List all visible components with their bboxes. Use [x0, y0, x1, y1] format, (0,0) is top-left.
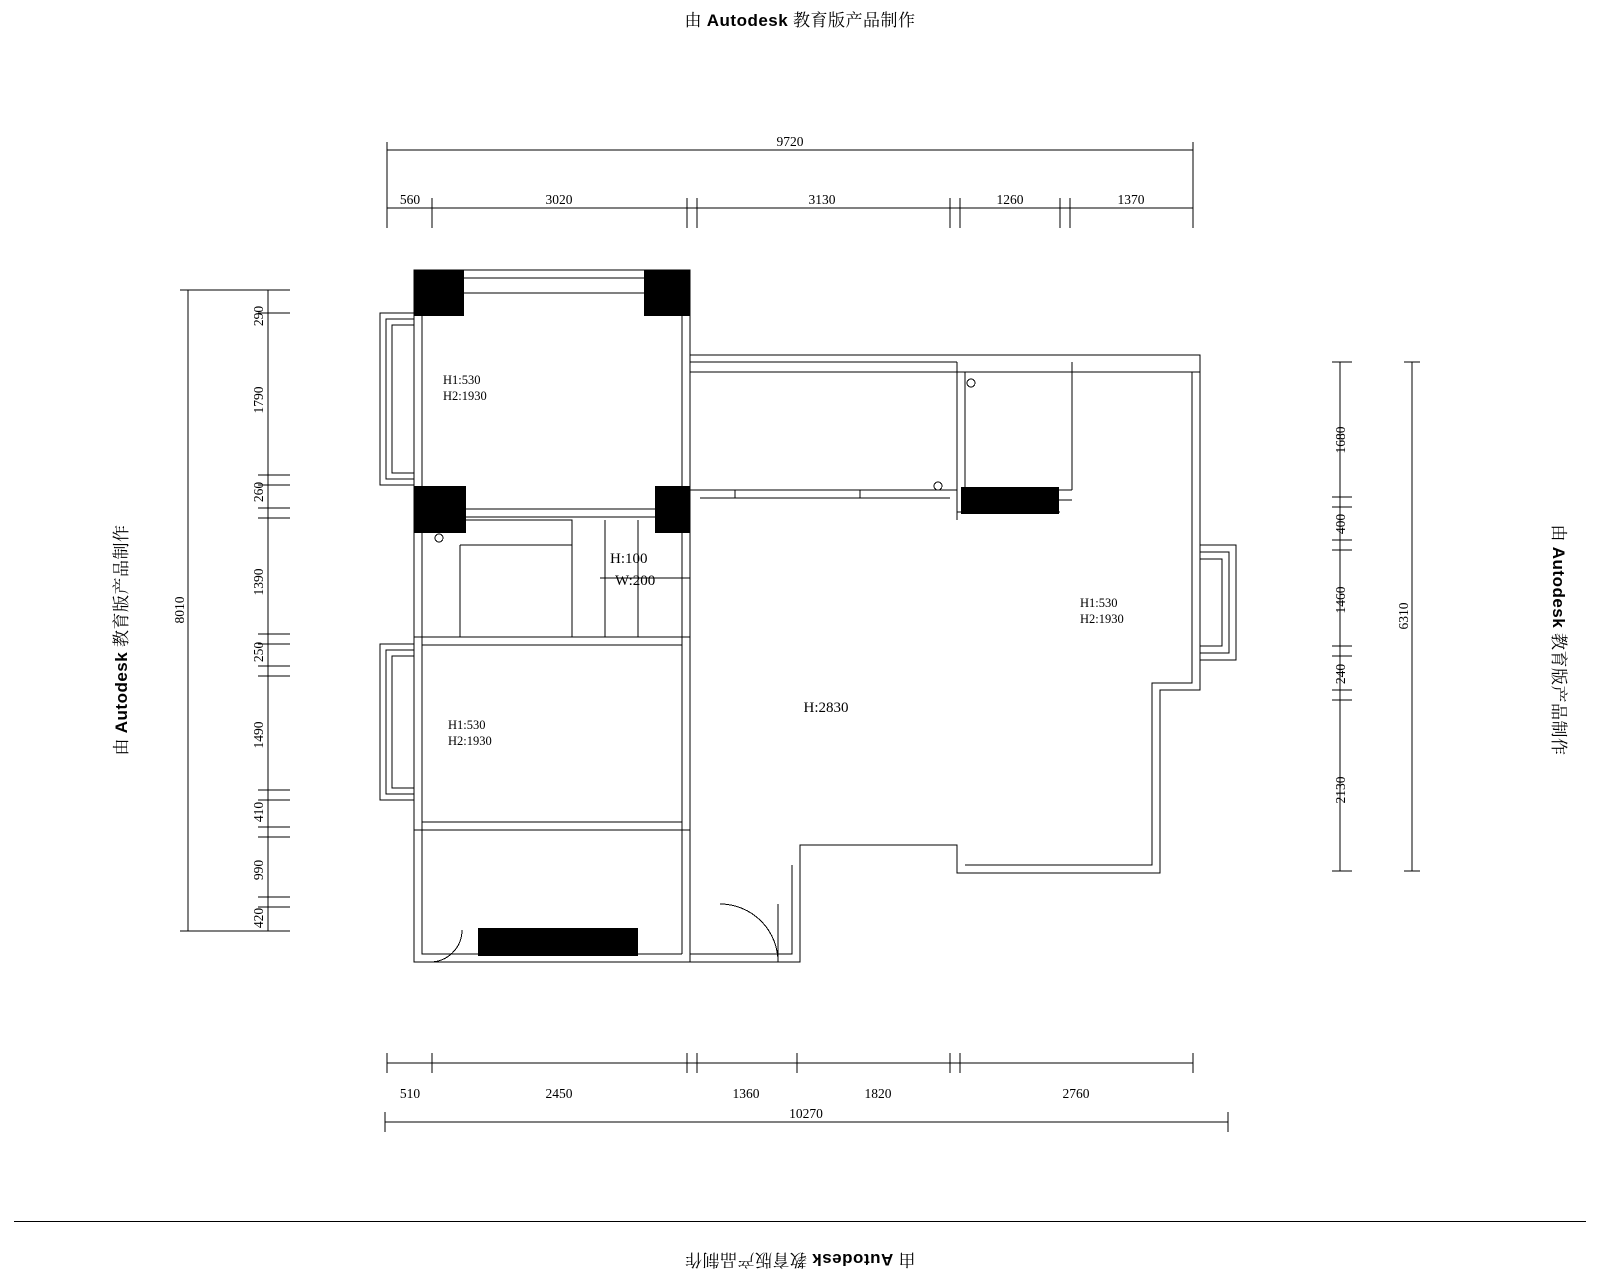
watermark-suffix: 教育版产品制作 [684, 1250, 812, 1269]
dim-top-seg-3: 1260 [996, 192, 1024, 207]
watermark-brand: Autodesk [1549, 546, 1569, 629]
dim-right-seg-2: 1460 [1333, 586, 1348, 614]
dim-right-seg-3: 240 [1333, 663, 1348, 685]
dim-bottom-seg-0: 510 [399, 1086, 421, 1101]
window-symbols [464, 293, 1072, 500]
dim-top-seg-4: 1370 [1117, 192, 1145, 207]
left-dimension-total [180, 290, 290, 931]
dim-bottom-seg-4: 2760 [1062, 1086, 1090, 1101]
watermark-prefix: 由 [893, 1250, 916, 1269]
dim-bottom-seg-1: 2450 [545, 1086, 573, 1101]
dim-left-seg-5: 1490 [251, 721, 266, 749]
dim-bottom-seg-3: 1820 [864, 1086, 892, 1101]
watermark-brand: Autodesk [811, 1250, 894, 1269]
watermark-prefix: 由 [1549, 524, 1569, 547]
watermark-prefix: 由 [684, 11, 707, 30]
dim-left-seg-0: 290 [251, 305, 266, 327]
left-dimension-segments [258, 290, 290, 931]
dim-left-seg-8: 420 [251, 907, 266, 929]
dim-left-seg-4: 250 [251, 641, 266, 663]
watermark-suffix: 教育版产品制作 [788, 11, 916, 30]
bottom-dimension-segments [387, 1053, 1193, 1073]
dim-left-seg-6: 410 [251, 801, 266, 823]
dim-right-seg-4: 2130 [1333, 776, 1348, 804]
label-bedroom-top-line1: H1:530 [443, 373, 481, 387]
dim-left-seg-2: 260 [251, 481, 266, 503]
door-swing-small [430, 930, 462, 962]
dim-left-seg-7: 990 [251, 859, 266, 881]
top-dimension-total [387, 142, 1193, 228]
label-bedroom-left-line2: H2:1930 [448, 734, 492, 748]
watermark-brand: Autodesk [706, 11, 789, 30]
dim-right-seg-1: 400 [1333, 513, 1348, 535]
label-ceiling-height: H:2830 [803, 700, 849, 716]
label-bedroom-right-line1: H1:530 [1080, 596, 1118, 610]
label-bedroom-left-line1: H1:530 [448, 718, 486, 732]
dim-right-seg-0: 1680 [1333, 426, 1348, 454]
label-beam-width: W:200 [615, 573, 656, 589]
dim-top-total: 9720 [776, 134, 804, 149]
top-dimension-segments [387, 198, 1193, 228]
dim-right-total: 6310 [1396, 602, 1411, 630]
dim-bottom-seg-2: 1360 [732, 1086, 760, 1101]
watermark-prefix: 由 [111, 733, 131, 756]
watermark-suffix: 教育版产品制作 [1549, 628, 1569, 756]
dim-top-seg-1: 3020 [545, 192, 573, 207]
label-bedroom-top-line2: H2:1930 [443, 389, 487, 403]
label-beam-height: H:100 [610, 551, 648, 567]
watermark-brand: Autodesk [111, 651, 131, 734]
structural-columns [414, 270, 1059, 956]
dim-left-total: 8010 [172, 596, 187, 624]
watermark-suffix: 教育版产品制作 [111, 524, 131, 652]
dim-top-seg-0: 560 [399, 192, 421, 207]
dim-top-seg-2: 3130 [808, 192, 836, 207]
label-bedroom-right-line2: H2:1930 [1080, 612, 1124, 626]
dim-bottom-total: 10270 [789, 1106, 823, 1121]
dim-left-seg-1: 1790 [251, 386, 266, 414]
dim-left-seg-3: 1390 [251, 568, 266, 596]
